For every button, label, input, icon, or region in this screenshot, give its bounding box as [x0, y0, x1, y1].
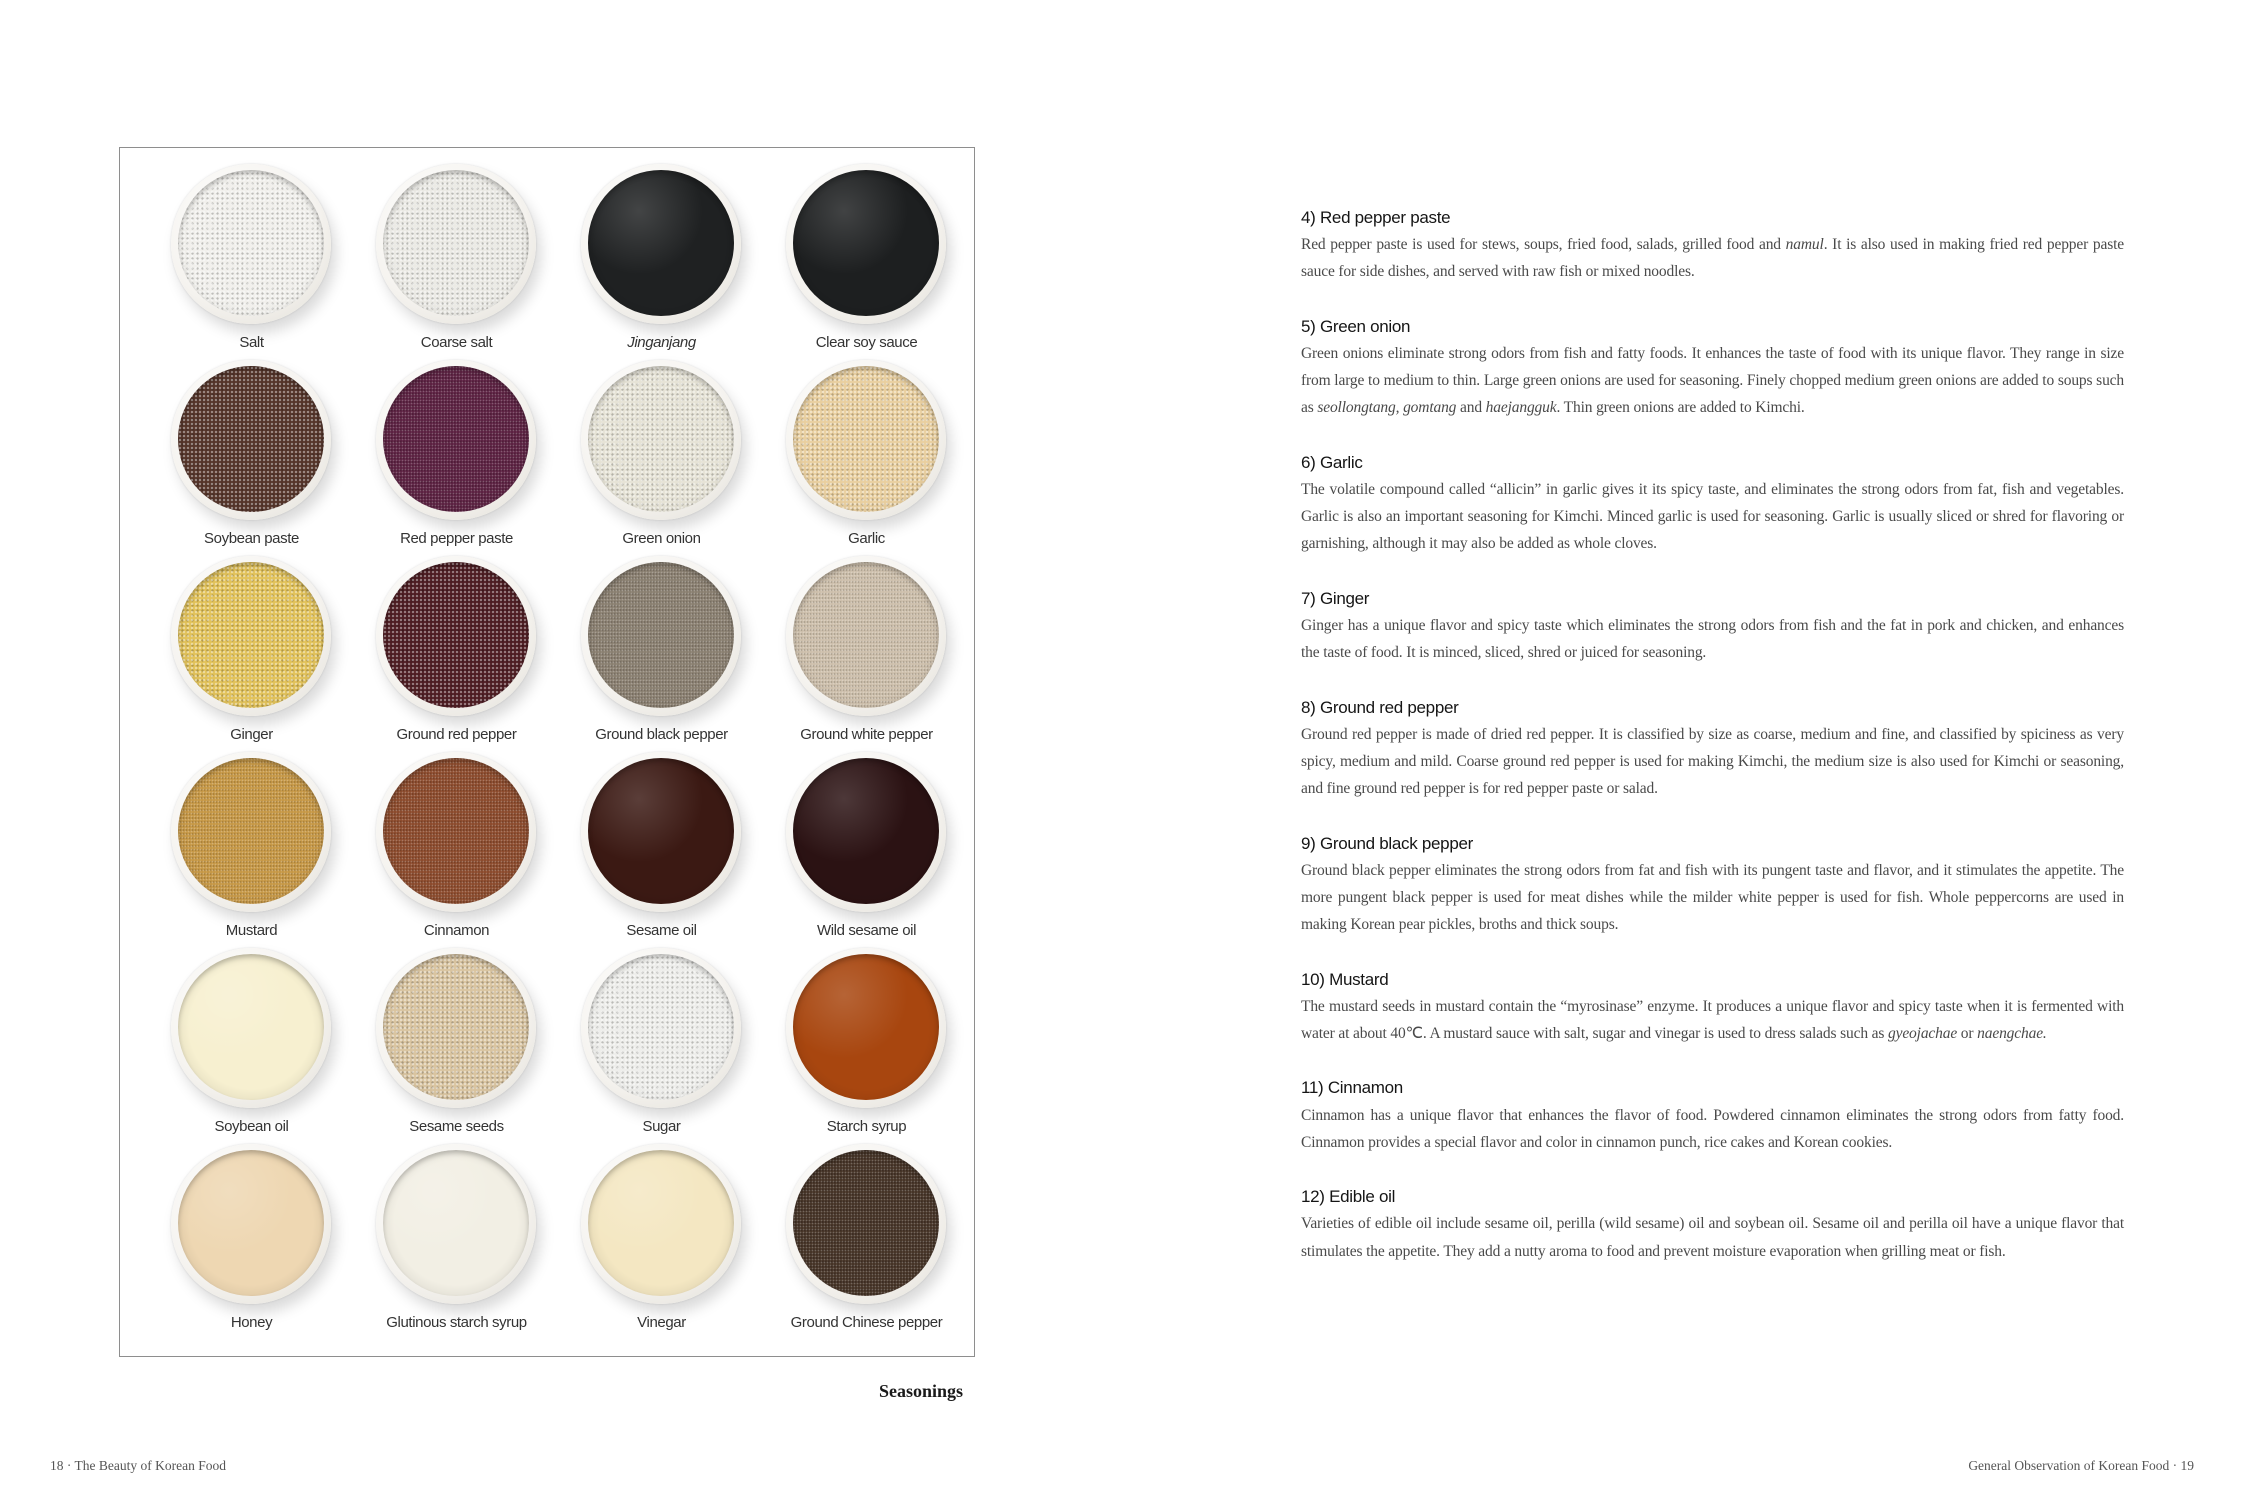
entry-body — [1301, 476, 2124, 558]
entry-garlic — [1301, 449, 2124, 558]
seasoning-label: Honey — [230, 1314, 273, 1331]
entry-heading: 8) Ground red pepper — [1301, 697, 1459, 717]
entry-heading: 7) Ginger — [1301, 588, 1370, 608]
seasoning-fill — [793, 366, 939, 512]
seasoning-label: Vinegar — [637, 1314, 686, 1331]
body-text: Green onions eliminate strong odors from fish and fatty foods. It enhances the taste of food with its unique flavor. They range in size from large to medium to thin. Large green onions are used for seasoning. Finely chopped medium green onions are added to soups such as — [1301, 345, 2124, 417]
body-text: Ground black pepper eliminates the strong odors from fat and fish with its pungent taste and flavor, and it stimulates the appetite. The more pungent black pepper is used for meat dishes while the milder white pepper is used for fish. Whole peppercorns are used in making Korean pear pickles, broths and thick soups. — [1301, 861, 2124, 934]
seasoning-item-cinnamon — [354, 736, 559, 939]
seasoning-label: Ground black pepper — [595, 726, 728, 743]
seasoning-fill — [178, 170, 324, 316]
seasoning-item-soybean-paste — [149, 344, 354, 547]
body-text: Ground red pepper is made of dried red pepper. It is classified by size as coarse, medium and fine, and classified by spiciness as very spicy, medium and mild. Coarse ground red pepper is used for making Kimchi, the medium size is also used for Kimchi or seasoning, and fine ground red pepper is for red pepper paste or salad. — [1301, 725, 2124, 798]
body-text: . Thin green onions are added to Kimchi. — [1556, 399, 1805, 417]
photo-caption: Seasonings — [878, 1381, 963, 1401]
italic-term: naengchae. — [1977, 1025, 2047, 1042]
seasoning-label: Soybean oil — [214, 1118, 289, 1135]
right-page-text — [1301, 204, 2124, 1292]
entry-body — [1301, 993, 2124, 1047]
body-text: . It is also used in making fried red pepper paste sauce for side dishes, and served with raw fish or mixed noodles. — [1301, 236, 2125, 281]
entry-heading: 9) Ground black pepper — [1301, 833, 1474, 853]
seasoning-fill — [383, 954, 529, 1100]
body-text: Varieties of edible oil include sesame oil, perilla (wild sesame) oil and soybean oil. Sesame oil and perilla oil have a unique flavor that stimulates the appetite. They add a nutty aroma to food and prevent moisture evaporation when grilling meat or fish. — [1301, 1215, 2124, 1260]
seasoning-fill — [383, 562, 529, 708]
seasoning-bowl — [171, 360, 331, 520]
seasoning-item-ginger — [149, 540, 354, 743]
entry-heading: 12) Edible oil — [1301, 1187, 1396, 1207]
seasoning-bowl — [171, 752, 331, 912]
seasoning-bowl — [581, 556, 741, 716]
seasoning-bowl — [376, 556, 536, 716]
seasoning-fill — [793, 562, 939, 708]
right-page-folio: General Observation of Korean Food · 19 — [1968, 1458, 2194, 1473]
entry-body — [1301, 1210, 2124, 1264]
seasoning-fill — [178, 954, 324, 1100]
seasoning-bowl — [376, 164, 536, 324]
seasoning-item-mustard — [149, 736, 354, 939]
seasoning-fill — [793, 758, 939, 904]
seasoning-bowl — [581, 752, 741, 912]
seasoning-label: Garlic — [848, 530, 885, 547]
seasoning-bowl — [786, 752, 946, 912]
seasonings-grid — [149, 148, 969, 1331]
seasoning-item-soybean-oil — [149, 932, 354, 1135]
entry-ground-red-pepper — [1301, 694, 2124, 803]
body-text: Red pepper paste is used for stews, soups, fried food, salads, grilled food and — [1301, 236, 1786, 254]
entry-heading: 6) Garlic — [1301, 452, 1363, 472]
seasoning-label: Coarse salt — [420, 334, 493, 351]
italic-term: gyeojachae — [1888, 1025, 1958, 1042]
seasoning-fill — [383, 366, 529, 512]
italic-term: seollongtang, gomtang — [1317, 399, 1457, 417]
seasoning-item-red-pepper-paste — [354, 344, 559, 547]
entry-body — [1301, 721, 2124, 803]
seasoning-fill — [178, 758, 324, 904]
seasoning-bowl — [786, 556, 946, 716]
seasoning-bowl — [171, 556, 331, 716]
body-text: or — [1957, 1025, 1978, 1042]
seasoning-label: Starch syrup — [826, 1118, 907, 1135]
seasoning-label: Soybean paste — [204, 530, 299, 547]
seasoning-label: Wild sesame oil — [816, 922, 917, 939]
body-text: The volatile compound called “allicin” in garlic gives it its spicy taste, and eliminates the strong odors from fat, fish and vegetables. Garlic is also an important seasoning for Kimchi. Minced garlic is used for seasoning. Garlic is usually sliced or shred for flavoring or garnishing, although it may also be added as whole cloves. — [1301, 481, 2124, 553]
seasoning-item-garlic — [764, 344, 969, 547]
entry-mustard — [1301, 966, 2124, 1048]
left-page-folio: 18 · The Beauty of Korean Food — [50, 1458, 226, 1473]
seasoning-item-salt — [149, 148, 354, 351]
seasoning-fill — [793, 170, 939, 316]
entry-body — [1301, 231, 2124, 285]
body-text: and — [1456, 399, 1486, 417]
italic-term: namul — [1785, 236, 1824, 254]
seasoning-fill — [793, 1150, 939, 1296]
seasoning-label: Green onion — [622, 530, 701, 547]
seasoning-fill — [178, 562, 324, 708]
entry-heading: 5) Green onion — [1301, 316, 1411, 336]
seasoning-label: Mustard — [225, 922, 278, 939]
seasoning-bowl — [376, 360, 536, 520]
seasoning-label: Jinganjang — [627, 334, 696, 351]
entry-cinnamon — [1301, 1074, 2124, 1156]
seasoning-item-glutinous-starch-syrup — [354, 1128, 559, 1331]
seasoning-fill — [588, 366, 734, 512]
seasoning-fill — [588, 954, 734, 1100]
seasoning-fill — [383, 170, 529, 316]
seasoning-bowl — [581, 164, 741, 324]
entry-edible-oil — [1301, 1183, 2124, 1265]
seasoning-item-ground-black-pepper — [559, 540, 764, 743]
seasoning-fill — [383, 1150, 529, 1296]
seasoning-item-coarse-salt — [354, 148, 559, 351]
seasoning-item-sesame-seeds — [354, 932, 559, 1135]
seasoning-label: Sesame seeds — [409, 1118, 504, 1135]
seasoning-bowl — [376, 1144, 536, 1304]
seasoning-label: Ground red pepper — [396, 726, 517, 743]
entry-red-pepper-paste — [1301, 204, 2124, 286]
seasonings-photo — [119, 147, 975, 1357]
entry-body — [1301, 612, 2124, 666]
seasoning-item-wild-sesame-oil — [764, 736, 969, 939]
seasoning-item-honey — [149, 1128, 354, 1331]
seasoning-item-sesame-oil — [559, 736, 764, 939]
seasoning-label: Ginger — [230, 726, 273, 743]
seasoning-fill — [178, 1150, 324, 1296]
seasoning-item-green-onion — [559, 344, 764, 547]
seasoning-label: Clear soy sauce — [815, 334, 918, 351]
seasoning-item-ground-chinese-pepper — [764, 1128, 969, 1331]
body-text: Cinnamon has a unique flavor that enhances the flavor of food. Powdered cinnamon eliminates the strong odors from fatty food. Cinnamon provides a special flavor and color in cinnamon punch, rice cakes and Korean cookies. — [1301, 1106, 2124, 1151]
seasoning-item-vinegar — [559, 1128, 764, 1331]
seasoning-item-starch-syrup — [764, 932, 969, 1135]
seasoning-item-ground-red-pepper — [354, 540, 559, 743]
seasoning-label: Sesame oil — [626, 922, 697, 939]
entry-heading: 4) Red pepper paste — [1301, 208, 1451, 227]
seasoning-label: Ground white pepper — [800, 726, 933, 743]
entry-green-onion — [1301, 313, 2124, 422]
seasoning-item-clear-soy-sauce — [764, 148, 969, 351]
seasoning-bowl — [171, 1144, 331, 1304]
seasoning-bowl — [786, 360, 946, 520]
entry-body — [1301, 340, 2124, 422]
seasoning-bowl — [786, 1144, 946, 1304]
seasoning-fill — [588, 170, 734, 316]
seasoning-item-ground-white-pepper — [764, 540, 969, 743]
seasoning-label: Ground Chinese pepper — [790, 1314, 943, 1331]
seasoning-item-sugar — [559, 932, 764, 1135]
seasoning-fill — [588, 1150, 734, 1296]
seasoning-bowl — [171, 164, 331, 324]
seasoning-bowl — [786, 948, 946, 1108]
seasoning-bowl — [376, 948, 536, 1108]
seasoning-fill — [793, 954, 939, 1100]
seasoning-fill — [588, 562, 734, 708]
seasoning-fill — [383, 758, 529, 904]
seasoning-label: Glutinous starch syrup — [386, 1314, 527, 1331]
seasoning-bowl — [376, 752, 536, 912]
entry-ginger — [1301, 585, 2124, 667]
seasoning-bowl — [581, 1144, 741, 1304]
seasoning-bowl — [581, 360, 741, 520]
seasoning-label: Cinnamon — [423, 922, 490, 939]
seasoning-bowl — [171, 948, 331, 1108]
entry-heading: 11) Cinnamon — [1301, 1078, 1403, 1098]
seasoning-fill — [588, 758, 734, 904]
entry-body — [1301, 857, 2124, 939]
body-text: Ginger has a unique flavor and spicy taste which eliminates the strong odors from fish and the fat in pork and chicken, and enhances the taste of food. It is minced, sliced, shred or juiced for seasoning. — [1301, 617, 2124, 662]
seasoning-bowl — [786, 164, 946, 324]
entry-body — [1301, 1102, 2124, 1156]
body-text: The mustard seeds in mustard contain the “myrosinase” enzyme. It produces a unique flavor and spicy taste when it is fermented with water at about 40℃. A mustard sauce with salt, sugar and vinegar is used to dress salads such as — [1301, 997, 2124, 1042]
seasoning-label: Sugar — [642, 1118, 681, 1135]
seasoning-label: Salt — [239, 334, 264, 351]
italic-term: haejangguk — [1485, 399, 1557, 417]
entry-ground-black-pepper — [1301, 830, 2124, 939]
entry-heading: 10) Mustard — [1301, 969, 1389, 989]
seasoning-label: Red pepper paste — [400, 530, 513, 547]
seasoning-item-jinganjang — [559, 148, 764, 351]
seasoning-bowl — [581, 948, 741, 1108]
seasoning-fill — [178, 366, 324, 512]
